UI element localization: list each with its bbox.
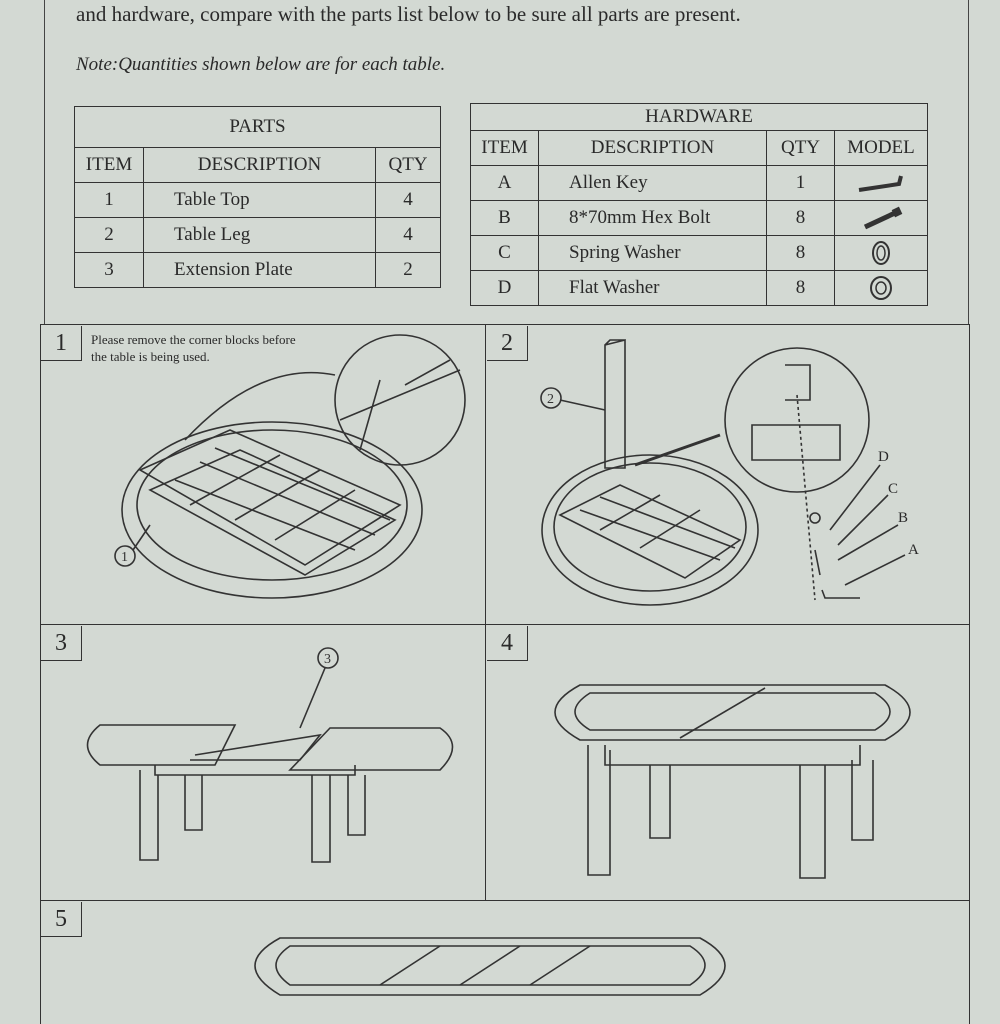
parts-title: PARTS (75, 107, 441, 148)
flat-washer-icon (866, 274, 896, 302)
allen-key-icon (851, 170, 911, 196)
qty-cell: 1 (767, 166, 835, 201)
qty-cell: 8 (767, 236, 835, 271)
intro-text: and hardware, compare with the parts list below to be sure all parts are present. (76, 2, 741, 26)
item-cell: B (471, 201, 539, 236)
description-cell: Table Leg (144, 218, 376, 253)
qty-cell: 2 (376, 253, 441, 288)
hex-bolt-icon (851, 205, 911, 231)
description-cell: Table Top (144, 183, 376, 218)
item-cell: A (471, 166, 539, 201)
step-number: 2 (487, 326, 528, 361)
model-cell (835, 236, 928, 271)
description-cell: Extension Plate (144, 253, 376, 288)
step-number: 1 (41, 326, 82, 361)
description-cell: Spring Washer (539, 236, 767, 271)
col-header: QTY (767, 131, 835, 166)
item-cell: 3 (75, 253, 144, 288)
description-cell: 8*70mm Hex Bolt (539, 201, 767, 236)
table-row (471, 166, 928, 201)
page-border (44, 0, 46, 324)
table-row (471, 271, 928, 306)
step1-note: Please remove the corner blocks before the table is being used. (91, 332, 296, 364)
qty-cell: 4 (376, 218, 441, 253)
description-cell: Allen Key (539, 166, 767, 201)
col-header: MODEL (835, 131, 928, 166)
col-header: ITEM (471, 131, 539, 166)
col-header: DESCRIPTION (539, 131, 767, 166)
table-row (75, 253, 441, 288)
hardware-title: HARDWARE (471, 104, 928, 131)
quantity-note: Note:Quantities shown below are for each table. (76, 54, 446, 75)
model-cell (835, 166, 928, 201)
col-header: QTY (376, 148, 441, 183)
item-cell: D (471, 271, 539, 306)
qty-cell: 8 (767, 201, 835, 236)
hardware-table (470, 103, 928, 306)
table-row (471, 236, 928, 271)
col-header: DESCRIPTION (144, 148, 376, 183)
item-cell: C (471, 236, 539, 271)
model-cell (835, 201, 928, 236)
description-cell: Flat Washer (539, 271, 767, 306)
callout-label: 2 (547, 392, 554, 407)
callout-label: 1 (121, 550, 128, 565)
hardware-label-c: C (888, 481, 899, 497)
page-border (968, 0, 970, 324)
step-number: 3 (41, 626, 82, 661)
qty-cell: 8 (767, 271, 835, 306)
table-row (75, 183, 441, 218)
parts-table (74, 106, 441, 288)
col-header: ITEM (75, 148, 144, 183)
item-cell: 2 (75, 218, 144, 253)
model-cell (835, 271, 928, 306)
table-row (75, 218, 441, 253)
table-row (471, 201, 928, 236)
assembly-steps-grid (40, 324, 970, 1024)
item-cell: 1 (75, 183, 144, 218)
hardware-label-d: D (878, 449, 889, 465)
hardware-label-a: A (908, 542, 919, 558)
step-number: 5 (41, 902, 82, 937)
qty-cell: 4 (376, 183, 441, 218)
callout-label: 3 (324, 652, 331, 667)
hardware-label-b: B (898, 510, 909, 526)
spring-washer-icon (866, 239, 896, 267)
step-number: 4 (487, 626, 528, 661)
